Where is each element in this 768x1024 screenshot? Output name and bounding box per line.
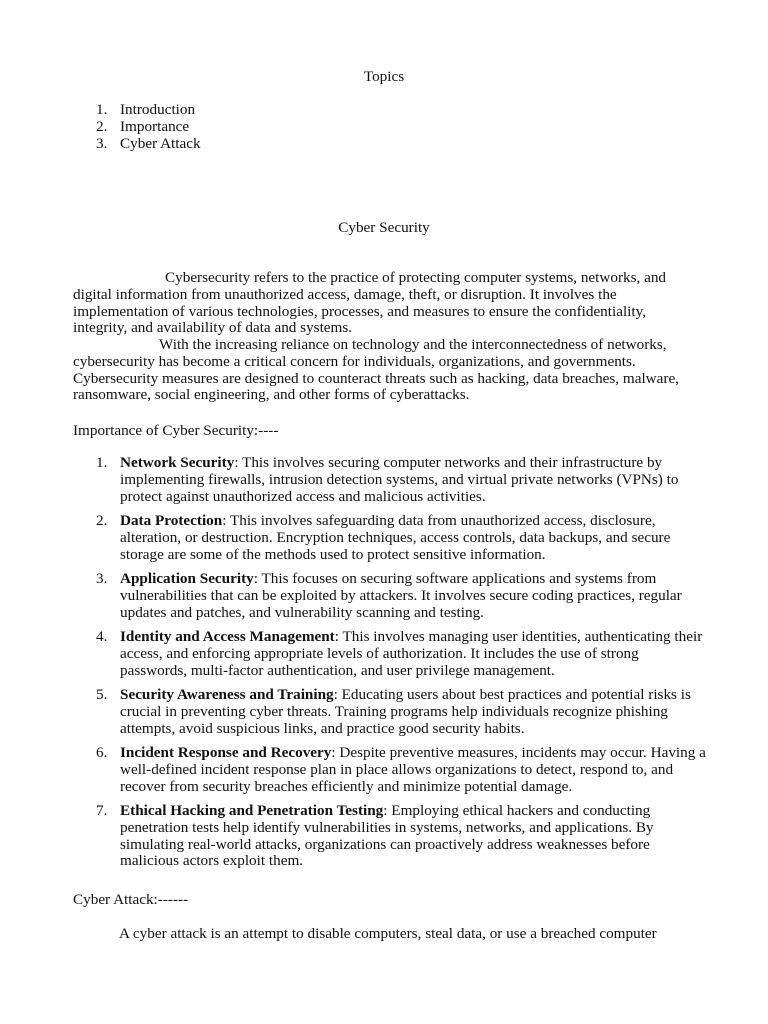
cyber-attack-paragraph: A cyber attack is an attempt to disable computers, steal data, or use a breached computer — [119, 925, 657, 942]
topics-title: Topics — [363, 68, 405, 85]
item-term: Data Protection — [120, 511, 223, 529]
item-text: : This involves managing user identities, authenticating their access, and enforcing appropriate levels of authorization. It includes the use of strong passwords, multi-factor authentication, and user privilege management. — [120, 627, 703, 679]
importance-list-item — [96, 513, 706, 563]
intro-paragraph-1: Cybersecurity refers to the practice of protecting computer systems, networks, and digital information from unauthorized access, damage, theft, or disruption. It involves the implementation of various technologies, processes, and measures to ensure the confidentiality, integrity, and availability of data and systems. — [73, 269, 667, 337]
item-text: : This involves safeguarding data from unauthorized access, disclosure, alteration, or destruction. Encryption techniques, access controls, data backups, and secure storage are some of the methods used to protect sensitive information. — [120, 511, 671, 563]
item-term: Ethical Hacking and Penetration Testing — [120, 801, 384, 819]
importance-list-item — [96, 629, 706, 679]
topics-list — [96, 102, 201, 152]
importance-list-item — [96, 571, 706, 621]
list-number: 1. — [96, 454, 108, 471]
list-number: 1. — [96, 101, 108, 118]
importance-list-item — [96, 687, 706, 737]
list-number: 7. — [96, 801, 108, 819]
item-term: Security Awareness and Training — [120, 685, 334, 703]
topic-label: Cyber Attack — [120, 134, 201, 152]
topics-list-item — [96, 136, 201, 153]
importance-list-item — [96, 803, 706, 870]
list-number: 4. — [96, 627, 108, 645]
importance-list — [96, 455, 706, 878]
intro-paragraph-2: With the increasing reliance on technology and the interconnectedness of networks, cybersecurity has become a critical concern for individuals, organizations, and governments. Cybersecurity measures are designed to counteract threats such as hacking, data breaches, malware, ransomware, social engineering, and other forms of cyberattacks. — [73, 336, 679, 404]
importance-heading: Importance of Cyber Security:---- — [73, 422, 279, 439]
cyber-attack-heading: Cyber Attack:------ — [73, 891, 189, 908]
item-term: Application Security — [120, 569, 254, 587]
topics-list-item — [96, 119, 201, 136]
list-number: 2. — [96, 117, 108, 135]
importance-list-item — [96, 455, 706, 505]
topic-label: Introduction — [120, 101, 196, 118]
item-text: : Despite preventive measures, incidents may occur. Having a well-defined incident response plan in place allows organizations to detect, respond to, and recover from security breaches efficiently and minimize potential damage. — [120, 743, 706, 795]
item-text: : This focuses on securing software applications and systems from vulnerabilities that can be exploited by attackers. It involves secure coding practices, regular updates and patches, and vulnerability scanning and testing. — [120, 569, 682, 621]
list-number: 3. — [96, 134, 108, 152]
list-number: 6. — [96, 743, 108, 761]
topic-label: Importance — [120, 117, 190, 135]
topics-list-item — [96, 102, 201, 119]
item-term: Network Security — [120, 454, 235, 471]
item-text: : This involves securing computer networks and their infrastructure by implementing firewalls, intrusion detection systems, and virtual private networks (VPNs) to protect against unauthorized access and malicious activities. — [120, 454, 679, 505]
item-text: : Employing ethical hackers and conducting penetration tests help identify vulnerabilities in systems, networks, and applications. By simulating real-world attacks, organizations can proactively address weaknesses before malicious actors exploit them. — [120, 801, 654, 870]
list-number: 2. — [96, 511, 108, 529]
item-term: Incident Response and Recovery — [120, 743, 332, 761]
item-term: Identity and Access Management — [120, 627, 335, 645]
document-title: Cyber Security — [338, 219, 430, 236]
list-number: 3. — [96, 569, 108, 587]
item-text: : Educating users about best practices and potential risks is crucial in preventing cyber threats. Training programs help individuals recognize phishing attempts, avoid suspicious links, and practice good security habits. — [120, 685, 691, 737]
list-number: 5. — [96, 685, 108, 703]
importance-list-item — [96, 745, 706, 795]
